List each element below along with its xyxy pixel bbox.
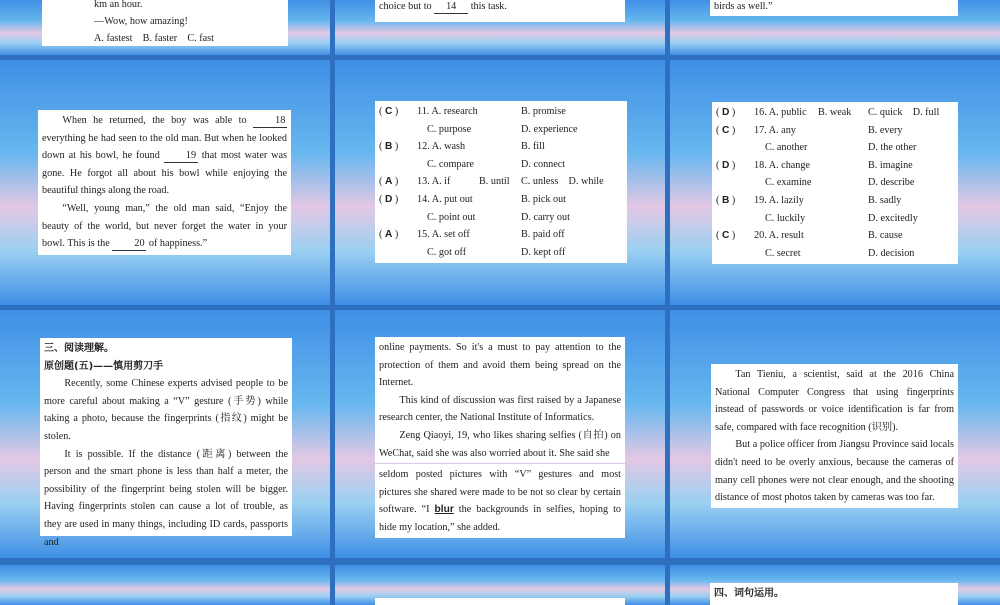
t9-para-2: But a police officer from Jiangsu Province said locals didn't need to be overly anxious, because the cameras of many cell phones were not clear enough, and the shooting distance of most photos taken by cameras was too far. <box>715 439 954 504</box>
t5-row-6: ( D ) 14. A. put out B. pick out <box>379 193 566 205</box>
card-t4 <box>38 110 291 255</box>
slide-tile-5 <box>335 60 665 305</box>
t7-title: 原创题(五)——慎用剪刀手 <box>44 360 164 372</box>
blank-18: 18 <box>253 114 287 128</box>
blank-19: 19 <box>164 149 198 163</box>
t8-para-2: This kind of discussion was first raised by a Japanese research center, the National Institute of Informatics. <box>379 394 621 424</box>
t3-line: birds as well.” <box>714 1 773 12</box>
t5-row-4: C. compare D. connect <box>427 158 566 170</box>
t5-row-2: C. purpose D. experience <box>427 123 578 135</box>
slide-tile-1 <box>0 0 330 55</box>
t5-row-9: C. got off D. kept off <box>427 246 566 258</box>
t8-bold-word: blur <box>434 504 454 516</box>
t5-row-7: C. point out D. carry out <box>427 211 570 223</box>
slide-tile-4 <box>0 60 330 305</box>
t2-line: choice but to 14 this task. <box>379 1 507 12</box>
card-t5 <box>375 101 627 263</box>
t5-row-1: ( C ) 11. A. research B. promise <box>379 106 566 117</box>
card-t6 <box>712 102 958 264</box>
slide-tile-11 <box>335 565 665 605</box>
slide-tile-12 <box>670 565 1000 605</box>
t6-row-4: ( D ) 18. A. change B. imagine <box>716 159 913 171</box>
t6-row-8: ( C ) 20. A. result B. cause <box>716 230 903 242</box>
card-t8-top <box>375 337 625 463</box>
t8-para-4: seldom posted pictures with “V” gestures and most pictures she shared were made to be not so clear by certain software. “I blur the backgrounds in selfies, hoping to hide my location,” she added. <box>379 469 622 533</box>
t7-para-1: Recently, some Chinese experts advised people to be more careful about making a “V” gesture (手势) while taking a photo, because the fingerprints (指纹) might be stolen. <box>44 378 288 442</box>
t6-row-2: ( C ) 17. A. any B. every <box>716 124 903 136</box>
t6-row-3: C. another D. the other <box>765 142 917 154</box>
card-t3 <box>710 0 958 16</box>
t6-row-5: C. examine D. describe <box>765 177 915 189</box>
t8-para-3: Zeng Qiaoyi, 19, who likes sharing selfies (自拍) on WeChat, said she was also worried about it. She said she <box>379 429 621 459</box>
t6-row-9: C. secret D. decision <box>765 247 915 259</box>
t12-section-heading: 四、词句运用。 <box>714 588 784 599</box>
t1-line-1: km an hour. <box>94 0 143 10</box>
t7-para-2: It is possible. If the distance (距离) between the person and the smart phone is less than half a meter, the possibility of the fingerprint being stolen will be bigger. Having fingerprints stolen can cause a lot of trouble, as they are used in many things, including ID cards, passports and <box>44 448 288 548</box>
t5-row-5: ( A ) 13. A. if B. until C. unless D. while <box>379 176 604 188</box>
slide-tile-8 <box>335 310 665 558</box>
t5-row-3: ( B ) 12. A. wash B. fill <box>379 141 545 153</box>
card-t11 <box>375 598 625 605</box>
slide-tile-7 <box>0 310 330 558</box>
t6-row-7: C. luckily D. excitedly <box>765 212 918 224</box>
card-t8-bottom <box>375 464 625 538</box>
blank-20: 20 <box>112 237 146 251</box>
card-t1 <box>42 0 288 46</box>
card-t7 <box>40 338 292 548</box>
slide-tile-2 <box>335 0 665 55</box>
t1-line-2: —Wow, how amazing! <box>94 16 188 27</box>
t1-line-3: A. fastest B. faster C. fast <box>94 33 214 44</box>
t7-section-heading: 三、阅读理解。 <box>44 343 114 354</box>
slide-tile-3 <box>670 0 1000 55</box>
card-t2 <box>375 0 625 22</box>
t5-row-8: ( A ) 15. A. set off B. paid off <box>379 229 565 241</box>
t6-row-6: ( B ) 19. A. lazily B. sadly <box>716 194 902 206</box>
t4-para-2: “Well, young man,” the old man said, “Enjoy the beauty of the world, but never forget the water in your bowl. This is the 20 of happiness.” <box>42 202 287 250</box>
blank-14: 14 <box>434 0 468 14</box>
t4-para-1: When he returned, the boy was able to 18 everything he had seen to the old man. But when he looked down at his bowl, he found 19 that most water was gone. He forgot all about his bowl while enjoying the beautiful things along the road. <box>42 115 288 197</box>
t8-para-1: online payments. So it's a must to pay attention to the protection of them and avoid them being spread on the Internet. <box>379 342 621 389</box>
t9-para-1: Tan Tieniu, a scientist, said at the 2016 China National Computer Congress that using fingerprints instead of passwords or voice identification is far from safe, compared with face recognition (识别). <box>715 369 954 433</box>
slide-tile-9 <box>670 310 1000 558</box>
card-t12 <box>710 583 958 605</box>
card-t9 <box>711 364 958 508</box>
slide-tile-6 <box>670 60 1000 305</box>
slide-tile-10 <box>0 565 330 605</box>
t6-row-1: ( D ) 16. A. public B. weak C. quick D. full <box>716 107 940 118</box>
